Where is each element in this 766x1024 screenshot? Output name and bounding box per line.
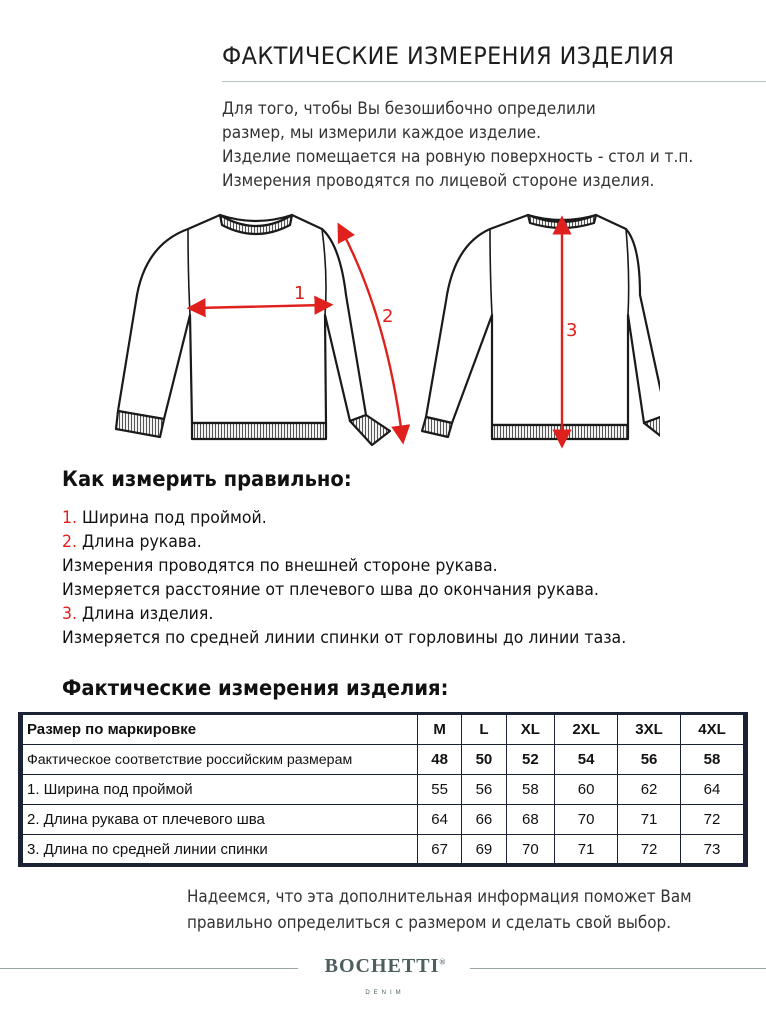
table-cell: 64 [681, 775, 744, 805]
footer-divider-right [470, 968, 766, 969]
table-cell: 70 [506, 835, 555, 865]
page-title: ФАКТИЧЕСКИЕ ИЗМЕРЕНИЯ ИЗДЕЛИЯ [222, 42, 675, 70]
table-cell: 55 [418, 775, 462, 805]
closing-text [187, 884, 757, 936]
closing-line: Надеемся, что эта дополнительная информация поможет Вам [187, 887, 692, 906]
brand-logo [310, 955, 460, 978]
howto-title: Как измерить правильно: [62, 467, 352, 491]
table-cell: 4XL [681, 715, 744, 745]
howto-item-3 [62, 602, 710, 626]
table-cell: XL [506, 715, 555, 745]
howto-num: 1. [62, 508, 78, 528]
table-cell: 58 [681, 745, 744, 775]
table-cell: 66 [462, 805, 506, 835]
table-cell: 52 [506, 745, 555, 775]
table-row [23, 805, 744, 835]
footer-divider-left [0, 968, 298, 969]
measurements-title: Фактические измерения изделия: [62, 676, 449, 700]
table-cell: 2XL [555, 715, 618, 745]
intro-line: Изделие помещается на ровную поверхность - стол и т.п. [222, 147, 694, 166]
brand-subtitle: DENIM [365, 990, 405, 996]
table-cell: 72 [618, 835, 681, 865]
howto-text: Длина рукава. [77, 532, 202, 552]
sweatshirt-illustration [100, 205, 660, 455]
table-cell: 50 [462, 745, 506, 775]
table-cell: 71 [618, 805, 681, 835]
table-cell: 60 [555, 775, 618, 805]
howto-note: Измерения проводятся по внешней стороне рукава. [62, 556, 498, 576]
table-cell: 68 [506, 805, 555, 835]
table-cell: L [462, 715, 506, 745]
table-cell: 72 [681, 805, 744, 835]
marker-2: 2 [382, 306, 394, 327]
table-cell: M [418, 715, 462, 745]
table-cell: 48 [418, 745, 462, 775]
brand-name: BOCHETTI [324, 955, 440, 977]
table-cell: 3. Длина по средней линии спинки [23, 835, 418, 865]
howto-num: 3. [62, 604, 78, 624]
intro-line: Для того, чтобы Вы безошибочно определили [222, 99, 596, 118]
howto-text: Ширина под проймой. [77, 508, 267, 528]
howto-list [62, 506, 762, 650]
intro-line: Измерения проводятся по лицевой стороне изделия. [222, 171, 655, 190]
howto-text: Длина изделия. [77, 604, 214, 624]
table-cell: Размер по маркировке [23, 715, 418, 745]
howto-num: 2. [62, 532, 78, 552]
table-cell: 2. Длина рукава от плечевого шва [23, 805, 418, 835]
marker-1: 1 [294, 283, 306, 304]
howto-item-1 [62, 506, 710, 530]
table-cell: 67 [418, 835, 462, 865]
front-view [116, 215, 390, 445]
closing-line: правильно определиться с размером и сделать свой выбор. [187, 913, 672, 932]
howto-note: Измеряется расстояние от плечевого шва до окончания рукава. [62, 580, 599, 600]
size-table [18, 712, 748, 867]
intro-line: размер, мы измерили каждое изделие. [222, 123, 542, 142]
howto-item-2 [62, 530, 710, 554]
table-cell: 73 [681, 835, 744, 865]
marker-3: 3 [566, 320, 578, 341]
title-divider [222, 81, 766, 82]
intro-text [222, 97, 762, 193]
table-cell: 56 [462, 775, 506, 805]
table-row [23, 775, 744, 805]
howto-note: Измеряется по средней линии спинки от горловины до линии таза. [62, 628, 627, 648]
table-cell: 54 [555, 745, 618, 775]
table-row [23, 835, 744, 865]
table-row [23, 745, 744, 775]
table-cell: 1. Ширина под проймой [23, 775, 418, 805]
table-header-row [23, 715, 744, 745]
table-cell: Фактическое соответствие российским размерам [23, 745, 418, 775]
table-cell: 64 [418, 805, 462, 835]
registered-mark: ® [439, 957, 446, 967]
back-view [422, 215, 660, 445]
table-cell: 69 [462, 835, 506, 865]
table-cell: 71 [555, 835, 618, 865]
table-cell: 62 [618, 775, 681, 805]
table-cell: 3XL [618, 715, 681, 745]
table-cell: 58 [506, 775, 555, 805]
table-cell: 70 [555, 805, 618, 835]
table-cell: 56 [618, 745, 681, 775]
